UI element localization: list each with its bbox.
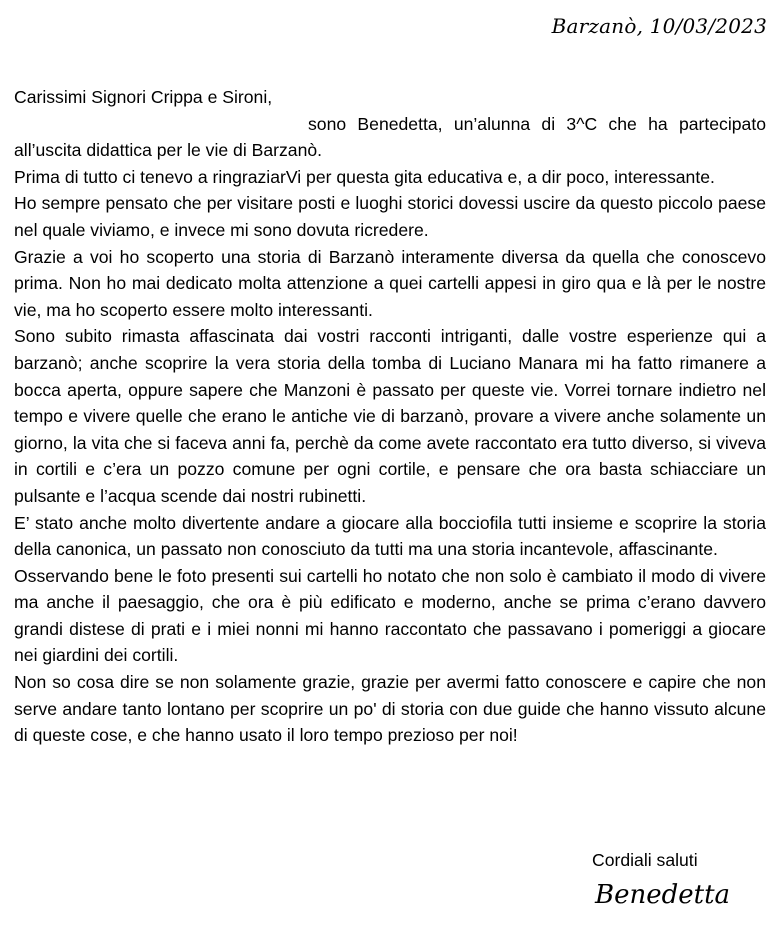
letter-paragraph: Non so cosa dire se non solamente grazie, grazie per avermi fatto conoscere e capire che non serve andare tanto lontano per scoprire un po' di storia con due guide che hanno vissuto alcune di queste cose, e che hanno usato il loro tempo prezioso per noi! [14,672,766,746]
letter-signature: Benedetta [595,880,731,910]
letter-paragraph: Sono subito rimasta affascinata dai vostri racconti intriganti, dalle vostre esperienze qui a barzanò; anche scoprire la vera storia della tomba di Luciano Manara mi ha fatto rimanere a bocca aperta, oppure sapere che Manzoni è passato per queste vie. Vorrei tornare indietro nel tempo e vivere quelle che erano le antiche vie di barzanò, provare a vivere anche solamente un giorno, la vita che si faceva anni fa, perchè da come avete raccontato era tutto diverso, si viveva in cortili e c’era un pozzo comune per ogni cortile, e pensare che ora basta schiacciare un pulsante e l’acqua scende dai nostri rubinetti. [14,326,766,506]
letter-paragraph: Grazie a voi ho scoperto una storia di Barzanò interamente diversa da quella che conoscevo prima. Non ho mai dedicato molta attenzione a quei cartelli appesi in giro qua e là per le nostre vie, ma ho scoperto essere molto interessanti. [14,246,766,320]
letter-paragraph: Ho sempre pensato che per visitare posti e luoghi storici dovessi uscire da questo piccolo paese nel quale viviamo, e invece mi sono dovuta ricredere. [14,193,766,240]
letter-paragraph: E’ stato anche molto divertente andare a giocare alla bocciofila tutti insieme e scoprire la storia della canonica, un passato non conosciuto da tutti ma una storia incantevole, affascinante. [14,512,766,560]
letter-paragraph: sono Benedetta, un’alunna di 3^C che ha partecipato all’uscita didattica per le vie di Barzanò. [14,113,766,161]
letter-closing: Cordiali saluti [592,850,698,870]
letter-body [14,84,766,749]
letter-paragraph: Prima di tutto ci tenevo a ringraziarVi per questa gita educativa e, a dir poco, interessante. [14,166,715,187]
letter-date: Barzanò, 10/03/2023 [551,14,767,38]
letter-greeting: Carissimi Signori Crippa e Sironi, [14,87,273,107]
letter-paragraph: Osservando bene le foto presenti sui cartelli ho notato che non solo è cambiato il modo di vivere ma anche il paesaggio, che ora è più edificato e moderno, anche se prima c’erano davvero grandi distese di prati e i miei nonni mi hanno raccontato che passavano i pomeriggi a giocare nei giardini dei cortili. [14,565,766,666]
